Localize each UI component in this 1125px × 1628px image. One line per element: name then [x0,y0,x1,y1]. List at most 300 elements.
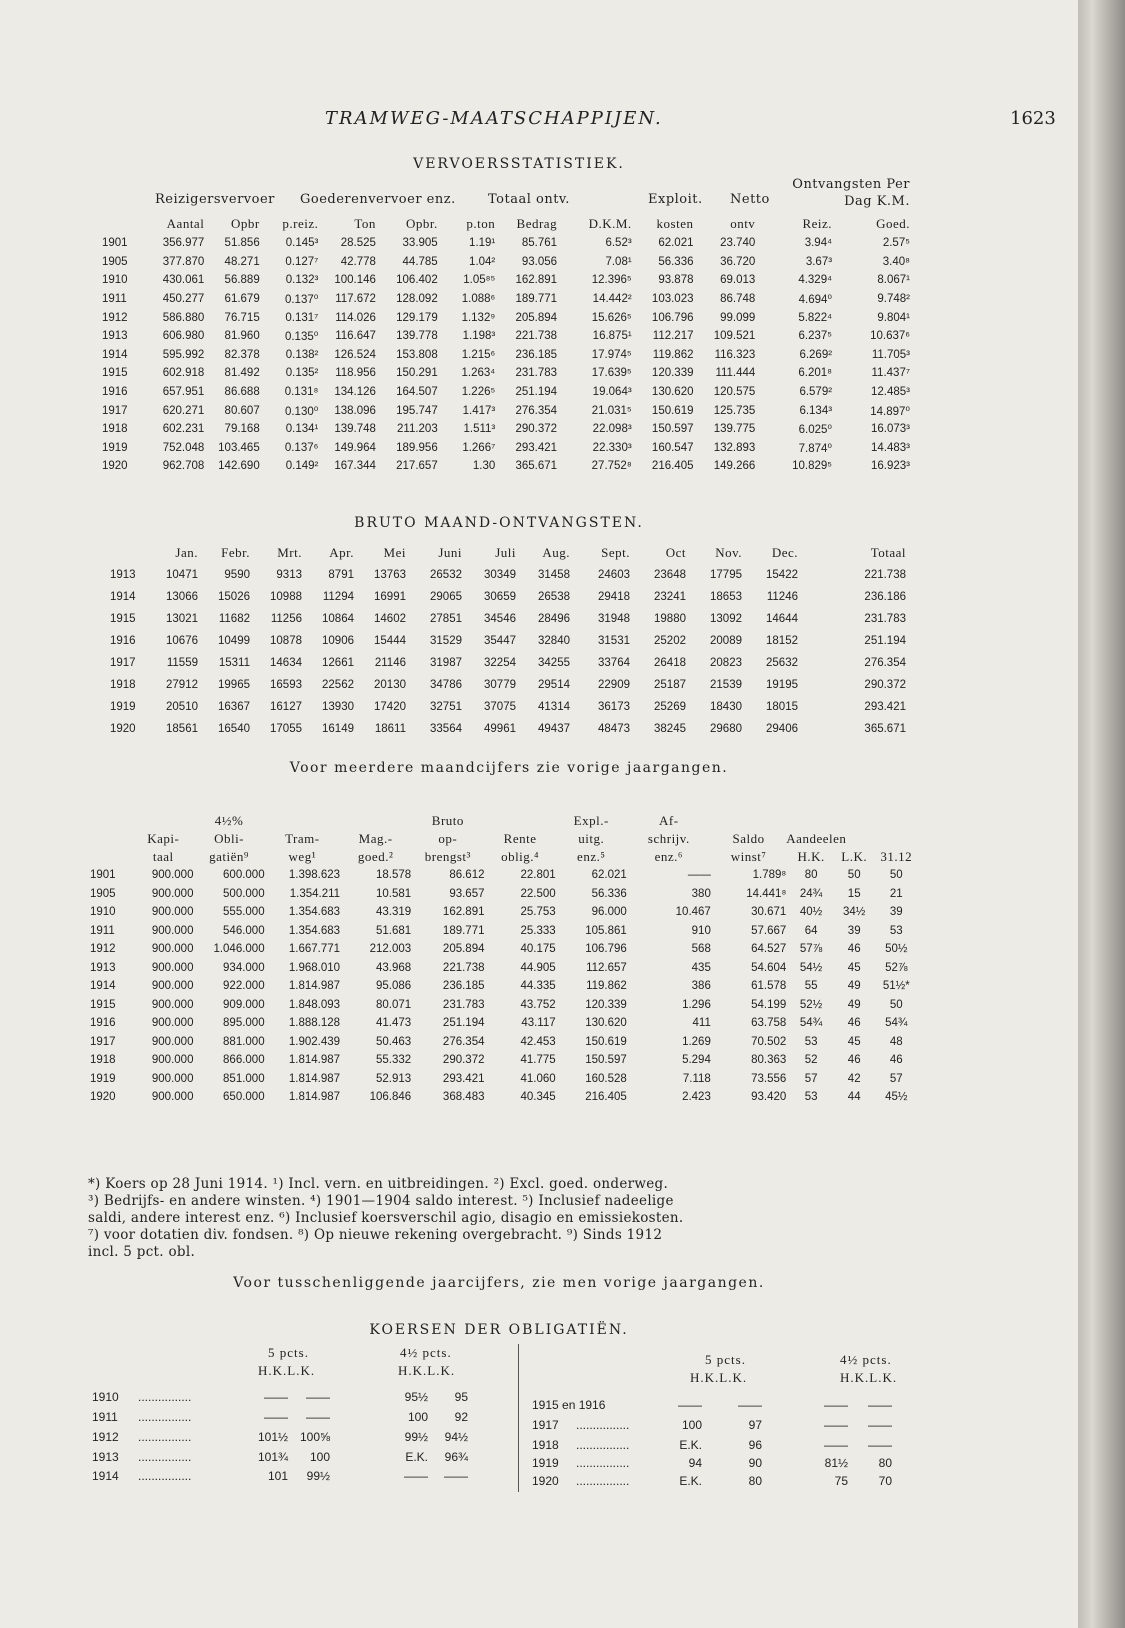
koers-value: 100⅝ [299,1430,330,1444]
table-cell: 1.263⁴ [461,367,496,380]
table-cell: 221.738 [864,569,906,581]
table-cell: 49961 [484,723,516,735]
table-cell: 900.000 [151,1035,194,1048]
page-number: 1623 [1010,108,1056,129]
table-cell: 10499 [218,635,250,647]
table-cell: 149.266 [713,460,756,473]
table-cell: 7.874⁰ [798,442,833,455]
table-cell: 53 [804,1035,818,1048]
table-cell: 356.977 [162,237,205,250]
koers-value: 96¾ [444,1450,468,1464]
table-cell: 16127 [270,701,302,713]
table-cell: 900.000 [151,1091,194,1104]
table-cell: 18561 [166,723,198,735]
table-cell: 82.378 [224,348,260,361]
table-cell: 48473 [598,723,630,735]
bruto-title: BRUTO MAAND-ONTVANGSTEN. [354,515,644,531]
table-cell: 13092 [710,613,742,625]
table-cell: 33564 [430,723,462,735]
leader-dots: ................ [576,1438,630,1452]
table-cell: 31458 [538,569,570,581]
koers-value: 97 [748,1418,762,1432]
table-cell: 52.913 [376,1072,412,1085]
row-year: 1916 [90,1017,116,1030]
column-header: Saldo [732,831,765,846]
table-cell: 34546 [484,613,516,625]
table-cell: 2.423 [682,1091,711,1104]
table-cell: 22909 [598,679,630,691]
leader-dots: ................ [138,1410,192,1424]
column-header: Totaal [870,545,906,560]
row-year: 1905 [90,887,116,900]
table-cell: 23.740 [720,237,756,250]
table-cell: 103.023 [651,293,694,306]
table-cell: 0.131⁸ [284,386,319,399]
table-cell: 1.814.987 [288,1091,341,1104]
running-title: TRAMWEG-MAATSCHAPPIJEN. [325,108,663,129]
table-cell: 900.000 [151,1054,194,1067]
table-cell: 1.814.987 [288,1054,341,1067]
table-cell: 73.556 [751,1072,787,1085]
koers-year: 1911 [92,1410,118,1424]
koers-value: —— [306,1410,330,1424]
table-cell: 34½ [843,906,866,919]
table-cell: 1.05⁸⁵ [463,274,496,287]
table-cell: 44.905 [520,961,556,974]
table-cell: 150.597 [651,423,694,436]
table-cell: 1.511³ [463,423,496,436]
col-header-45pct: 4½ pcts. [840,1352,892,1367]
table-cell: 9.748² [877,293,910,306]
table-cell: 602.231 [162,423,205,436]
row-year: 1920 [102,460,128,473]
koers-value: E.K. [679,1474,702,1488]
koers-value: 81½ [824,1456,848,1470]
table-cell: 85.761 [521,237,558,250]
table-cell: 36173 [598,701,630,713]
table-cell: 18.578 [376,869,412,882]
row-year: 1910 [102,274,128,287]
table-cell: 63.758 [751,1017,787,1030]
table-cell: 50 [889,869,903,882]
table-cell: 111.444 [715,367,756,380]
table-cell: 64 [804,924,818,937]
table-cell: 0.132³ [285,274,319,287]
table-cell: 0.131⁷ [285,311,319,324]
table-cell: 620.271 [162,404,205,417]
column-header: Jan. [175,545,198,560]
table-cell: 900.000 [151,906,194,919]
table-cell: 236.186 [864,591,906,603]
table-cell: 5.294 [682,1054,711,1067]
table-cell: 35447 [484,635,516,647]
table-cell: 33.905 [402,237,438,250]
table-cell: 13021 [166,613,198,625]
table-cell: 16.073³ [870,423,910,436]
column-header: enz.⁶ [654,849,683,864]
column-header: Mei [383,545,406,560]
row-year: 1905 [102,255,128,268]
leader-dots: ................ [576,1474,630,1488]
table-cell: 81.492 [224,367,260,380]
table-cell: 9.804¹ [877,311,910,324]
table-cell: 555.000 [223,906,265,919]
table-cell: 103.465 [218,441,260,454]
table-cell: 34786 [430,679,462,691]
koers-year: 1917 [532,1418,559,1432]
table-cell: 29418 [598,591,630,603]
column-header: Apr. [329,545,354,560]
koers-year: 1915 en 1916 [532,1398,606,1412]
table-cell: 44.335 [520,980,556,993]
table-cell: 1.902.439 [288,1035,341,1048]
table-cell: 1.354.683 [288,924,341,937]
table-cell: 16.923³ [870,460,910,473]
table-cell: 21 [889,887,903,900]
table-cell: 12.396⁵ [591,274,632,287]
column-header: winst⁷ [730,849,767,864]
table-cell: 112.217 [652,330,694,343]
table-cell: 900.000 [151,1017,194,1030]
table-cell: 132.893 [713,441,756,454]
table-cell: 56.889 [224,274,260,287]
table-cell: 189.956 [396,441,438,454]
koers-value: —— [444,1469,468,1483]
group-ontvangsten: Ontvangsten Per Dag K.M. [792,177,910,209]
table-cell: 602.918 [162,367,205,380]
row-year: 1914 [102,348,128,361]
table-cell: 11682 [218,613,250,625]
table-cell: 212.003 [369,943,412,956]
table-cell: 149.964 [334,441,376,454]
table-cell: 54.604 [751,961,787,974]
leader-dots: ................ [138,1390,192,1404]
column-header: goed.² [357,849,394,864]
table-cell: 30779 [484,679,516,691]
table-cell: 64.527 [751,943,787,956]
column-header: Dec. [771,545,798,560]
table-cell: 69.013 [720,274,756,287]
table-cell: 162.891 [515,274,558,287]
table-cell: 48.271 [224,255,260,268]
col-subheader: H.K.L.K. [258,1363,316,1378]
table-cell: 15.626⁵ [591,311,632,324]
table-cell: 28496 [538,613,570,625]
column-header: Ton [354,216,376,231]
table-cell: 216.405 [651,460,694,473]
table-cell: 14634 [270,657,302,669]
table-cell: 44.785 [402,255,438,268]
table-cell: 44 [847,1091,861,1104]
table-cell: 41314 [538,701,570,713]
table-cell: 1.04² [469,255,496,268]
koers-value: 70 [878,1474,892,1488]
table-cell: 231.783 [442,998,485,1011]
table-cell: 0.138² [285,348,319,361]
table-cell: 86.688 [224,386,260,399]
table-cell: 31948 [598,613,630,625]
table-cell: 4.329⁴ [798,274,833,287]
table-cell: 251.194 [864,635,906,647]
table-cell: 14644 [766,613,798,625]
row-year: 1914 [110,591,136,603]
table-cell: 30659 [484,591,516,603]
table-cell: 386 [691,980,711,993]
table-cell: 6.269² [799,348,833,361]
row-year: 1916 [102,386,128,399]
table-cell: 13066 [166,591,198,603]
table-cell: 50.463 [376,1035,412,1048]
column-header: Bedrag [516,216,558,231]
koers-value: 100 [309,1450,330,1464]
table-cell: 95.086 [376,980,412,993]
table-cell: 411 [692,1017,711,1030]
row-year: 1917 [110,657,136,669]
table-cell: 130.620 [651,386,694,399]
koers-value: 92 [454,1410,468,1424]
row-year: 1901 [90,869,116,882]
column-header: D.K.M. [588,216,632,231]
table-cell: 117.672 [335,293,376,306]
koers-year: 1913 [92,1450,119,1464]
column-header: Tram- [285,831,320,846]
table-cell: 276.354 [442,1035,485,1048]
table-cell: 37075 [484,701,516,713]
table-cell: 62.021 [658,237,694,250]
footnote-line: *) Koers op 28 Juni 1914. ¹) Incl. vern. en uitbreidingen. ²) Excl. goed. onderweg. [88,1176,669,1192]
table-cell: 900.000 [151,869,194,882]
footnote-note: Voor tusschenliggende jaarcijfers, zie men vorige jaargangen. [233,1275,765,1291]
koers-value: 101 [267,1469,288,1483]
table-cell: 7.08¹ [605,255,632,268]
table-cell: 18430 [710,701,742,713]
table-cell: 153.808 [396,348,438,361]
table-cell: 1.667.771 [288,943,341,956]
table-cell: 12661 [322,657,354,669]
row-year: 1917 [102,404,128,417]
table-cell: 52⅞ [885,961,908,974]
koersen-title: KOERSEN DER OBLIGATIËN. [369,1322,629,1338]
table-cell: 32254 [484,657,516,669]
table-cell: 106.796 [651,311,694,324]
column-header: enz.⁵ [577,849,606,864]
table-cell: 910 [691,924,711,937]
table-cell: 1.226⁵ [461,386,496,399]
table-cell: 6.201⁸ [798,367,833,380]
table-cell: 100.146 [334,274,376,287]
column-header: Febr. [221,545,250,560]
table-cell: 112.657 [586,961,627,974]
table-cell: 38245 [654,723,686,735]
table-cell: 14602 [374,613,406,625]
table-cell: 125.735 [713,404,756,417]
table-cell: 6.237⁵ [798,330,833,343]
koers-value: 100 [681,1418,702,1432]
table-cell: 25632 [766,657,798,669]
table-cell: 7.118 [682,1072,711,1085]
table-cell: 42.778 [340,255,376,268]
table-cell: 1.417³ [462,404,496,417]
table-cell: 41.473 [376,1017,412,1030]
column-header: Opbr [231,216,260,231]
table-cell: 1.789⁸ [752,869,787,882]
table-cell: 162.891 [442,906,485,919]
table-cell: 14.442² [592,293,632,306]
table-cell: 99.099 [720,311,756,324]
table-cell: 62.021 [591,869,627,882]
col-header-5pct: 5 pcts. [705,1352,746,1367]
table-cell: 205.894 [442,943,485,956]
koers-value: —— [404,1469,428,1483]
koers-value: —— [678,1398,702,1412]
row-year: 1913 [110,569,136,581]
table-cell: 105.861 [585,924,627,937]
table-cell: 43.117 [521,1017,556,1030]
table-cell: 33764 [598,657,630,669]
koers-value: 95 [454,1390,468,1404]
table-cell: 962.708 [162,460,205,473]
row-year: 1920 [110,723,136,735]
table-cell: 49437 [538,723,570,735]
table-cell: 0.137⁶ [284,441,319,454]
row-year: 1910 [90,906,116,919]
table-cell: 26538 [538,591,570,603]
table-cell: 18152 [766,635,798,647]
table-cell: 142.690 [218,460,260,473]
table-cell: 195.747 [396,404,438,417]
table-cell: 56.336 [591,887,627,900]
table-cell: 11294 [322,591,354,603]
table-cell: —— [687,869,711,882]
table-cell: 24¾ [799,887,823,900]
column-header: brengst³ [424,849,471,864]
group-reizigers: Reizigersvervoer [155,192,275,207]
column-header: Aantal [166,216,205,231]
table-cell: 22.098³ [592,423,632,436]
table-cell: 138.096 [334,404,376,417]
row-year: 1916 [110,635,136,647]
table-cell: 61.578 [751,980,787,993]
table-cell: 23241 [654,591,686,603]
koers-value: 80 [878,1456,892,1470]
table-cell: 217.657 [396,460,438,473]
table-cell: 57⅞ [799,943,823,956]
koers-value: —— [868,1438,892,1452]
row-year: 1912 [90,943,116,956]
row-year: 1918 [90,1054,116,1067]
table-cell: 30.671 [751,906,787,919]
table-cell: 236.185 [515,348,558,361]
table-cell: 106.402 [396,274,438,287]
column-header: ontv [730,216,756,231]
table-cell: 48 [889,1035,903,1048]
table-cell: 134.126 [334,386,376,399]
table-cell: 150.597 [585,1054,627,1067]
table-cell: 119.862 [652,348,694,361]
row-year: 1913 [90,961,116,974]
table-cell: 93.878 [658,274,694,287]
row-year: 1915 [102,367,128,380]
table-cell: 42.453 [520,1035,556,1048]
table-cell: 1.132⁹ [461,311,496,324]
table-cell: 29065 [430,591,462,603]
table-cell: 17795 [710,569,742,581]
table-cell: 16540 [218,723,250,735]
column-header: 4½% [214,813,244,828]
table-cell: 16149 [322,723,354,735]
table-cell: 150.619 [585,1035,627,1048]
table-cell: 167.344 [334,460,376,473]
koers-value: 95½ [404,1390,428,1404]
table-cell: 18015 [766,701,798,713]
table-cell: 106.846 [369,1091,412,1104]
koers-value: 101¾ [257,1450,288,1464]
table-cell: 1.266⁷ [462,441,496,454]
table-cell: 15422 [766,569,798,581]
table-cell: 293.421 [864,701,906,713]
table-cell: 10906 [322,635,354,647]
table-cell: 52 [804,1054,818,1067]
table-cell: 6.579² [799,386,833,399]
table-cell: 139.748 [334,423,376,436]
table-cell: 851.000 [223,1072,265,1085]
table-cell: 1.888.128 [288,1017,341,1030]
table-cell: 36.720 [720,255,756,268]
bruto-note: Voor meerdere maandcijfers zie vorige jaargangen. [289,760,729,776]
group-netto: Netto [730,192,770,207]
table-cell: 16991 [374,591,406,603]
row-year: 1915 [90,998,116,1011]
table-cell: 21.031⁵ [591,404,632,417]
column-header: Rente [503,831,537,846]
table-cell: 211.203 [397,423,438,436]
table-cell: 19.064³ [592,386,632,399]
table-cell: 14.441⁸ [746,887,787,900]
group-totaal: Totaal ontv. [488,192,570,207]
table-cell: 27.752⁸ [591,460,632,473]
table-cell: 16367 [218,701,250,713]
table-cell: 50 [889,998,903,1011]
koers-value: 99½ [404,1430,428,1444]
table-cell: 32751 [430,701,462,713]
table-cell: 0.137⁰ [284,294,319,307]
table-cell: 1.30 [472,460,496,473]
table-cell: 53 [889,924,903,937]
table-cell: 30349 [484,569,516,581]
table-cell: 22.500 [520,887,556,900]
table-cell: 76.715 [224,311,260,324]
table-cell: 80.363 [751,1054,787,1067]
table-cell: 55.332 [376,1054,412,1067]
table-cell: 13763 [374,569,406,581]
table-cell: 31531 [598,635,630,647]
table-cell: 27912 [166,679,198,691]
table-cell: 866.000 [223,1054,265,1067]
table-cell: 43.968 [376,961,412,974]
table-cell: 6.134³ [799,404,833,417]
table-cell: 15 [847,887,861,900]
column-header: p.reiz. [282,216,319,231]
row-year: 1914 [90,980,116,993]
table-cell: 14.483³ [870,441,910,454]
table-cell: 93.056 [521,255,558,268]
table-cell: 46 [847,1054,861,1067]
column-header: oblig.⁴ [501,849,540,864]
row-year: 1901 [102,237,128,250]
column-divider [518,1344,519,1492]
table-cell: 568 [691,943,711,956]
table-cell: 0.135² [285,367,319,380]
